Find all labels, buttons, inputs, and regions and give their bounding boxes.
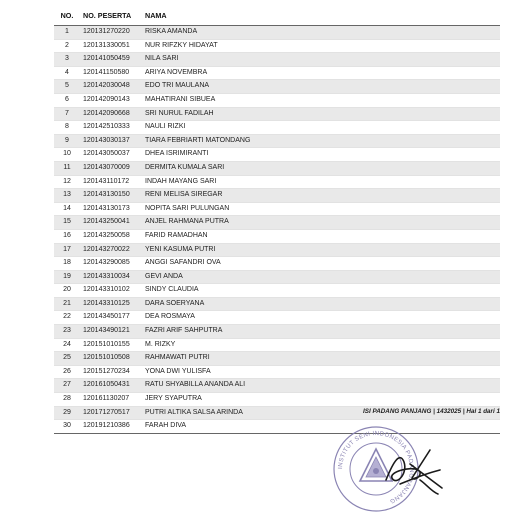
cell-no: 22 (54, 311, 80, 325)
table-row (54, 134, 500, 148)
table-row (54, 352, 500, 366)
cell-no: 20 (54, 284, 80, 298)
table-row (54, 161, 500, 175)
column-header-no: NO. (54, 8, 80, 26)
cell-no: 2 (54, 39, 80, 53)
cell-no: 5 (54, 80, 80, 94)
cell-no-peserta: 120151010508 (80, 352, 142, 366)
table-row (54, 257, 500, 271)
cell-no-peserta: 120141050459 (80, 53, 142, 67)
cell-nama: FARID RAMADHAN (142, 229, 500, 243)
seal-text: INSTITUT SENI INDONESIA PADANGPANJANG (337, 430, 415, 504)
cell-no: 26 (54, 365, 80, 379)
cell-no: 13 (54, 189, 80, 203)
cell-no: 1 (54, 26, 80, 40)
cell-no-peserta: 120143270022 (80, 243, 142, 257)
cell-nama: FARAH DIVA (142, 420, 500, 434)
cell-no: 23 (54, 325, 80, 339)
cell-no: 16 (54, 229, 80, 243)
cell-no-peserta: 120143130150 (80, 189, 142, 203)
cell-no-peserta: 120171270517 (80, 406, 142, 420)
cell-no: 14 (54, 202, 80, 216)
cell-nama: RATU SHYABILLA ANANDA ALI (142, 379, 500, 393)
participant-table (54, 8, 500, 434)
column-header-nama: NAMA (142, 8, 500, 26)
cell-nama: YENI KASUMA PUTRI (142, 243, 500, 257)
cell-nama: TIARA FEBRIARTI MATONDANG (142, 134, 500, 148)
cell-nama: SINDY CLAUDIA (142, 284, 500, 298)
cell-nama: YONA DWI YULISFA (142, 365, 500, 379)
table-row (54, 148, 500, 162)
cell-nama: NUR RIFZKY HIDAYAT (142, 39, 500, 53)
cell-no: 24 (54, 338, 80, 352)
cell-no: 28 (54, 393, 80, 407)
cell-no: 7 (54, 107, 80, 121)
cell-nama: SRI NURUL FADILAH (142, 107, 500, 121)
cell-nama: FAZRI ARIF SAHPUTRA (142, 325, 500, 339)
cell-nama: NOPITA SARI PULUNGAN (142, 202, 500, 216)
cell-nama: DEA ROSMAYA (142, 311, 500, 325)
cell-nama: MAHATIRANI SIBUEA (142, 93, 500, 107)
cell-no-peserta: 120143110172 (80, 175, 142, 189)
cell-no-peserta: 120142030048 (80, 80, 142, 94)
cell-no: 21 (54, 297, 80, 311)
table-row (54, 53, 500, 67)
cell-nama: EDO TRI MAULANA (142, 80, 500, 94)
page-footer: ISI PADANG PANJANG | 1432025 | Hal 1 dari 1 (363, 408, 500, 415)
table-row (54, 229, 500, 243)
cell-no-peserta: 120143030137 (80, 134, 142, 148)
cell-no: 3 (54, 53, 80, 67)
cell-no-peserta: 120161050431 (80, 379, 142, 393)
table-row (54, 270, 500, 284)
signature-icon (380, 440, 450, 500)
cell-no-peserta: 120142090668 (80, 107, 142, 121)
cell-no-peserta: 120142090143 (80, 93, 142, 107)
table-row (54, 284, 500, 298)
table-row (54, 243, 500, 257)
cell-no: 29 (54, 406, 80, 420)
table-row (54, 420, 500, 434)
table-row (54, 26, 500, 40)
cell-no: 25 (54, 352, 80, 366)
table-body (54, 26, 500, 434)
table-row (54, 311, 500, 325)
table-row (54, 175, 500, 189)
cell-nama: ARIYA NOVEMBRA (142, 66, 500, 80)
cell-no: 10 (54, 148, 80, 162)
table-row (54, 66, 500, 80)
cell-no: 17 (54, 243, 80, 257)
cell-no-peserta: 120151010155 (80, 338, 142, 352)
table-row (54, 365, 500, 379)
table-row (54, 107, 500, 121)
column-header-id: NO. PESERTA (80, 8, 142, 26)
table-row (54, 297, 500, 311)
table-header (54, 8, 500, 26)
cell-no-peserta: 120143290085 (80, 257, 142, 271)
cell-no-peserta: 120143250058 (80, 229, 142, 243)
cell-nama: DERMITA KUMALA SARI (142, 161, 500, 175)
table-row (54, 93, 500, 107)
cell-no: 18 (54, 257, 80, 271)
cell-no-peserta: 120191210386 (80, 420, 142, 434)
cell-no: 8 (54, 121, 80, 135)
cell-nama: M. RIZKY (142, 338, 500, 352)
cell-no-peserta: 120143050037 (80, 148, 142, 162)
cell-no: 6 (54, 93, 80, 107)
cell-no: 11 (54, 161, 80, 175)
table-row (54, 39, 500, 53)
table-row (54, 379, 500, 393)
cell-no-peserta: 120142510333 (80, 121, 142, 135)
cell-no: 15 (54, 216, 80, 230)
cell-no-peserta: 120131330051 (80, 39, 142, 53)
table-row (54, 202, 500, 216)
table-row (54, 325, 500, 339)
cell-no: 12 (54, 175, 80, 189)
table-row (54, 121, 500, 135)
table-row (54, 216, 500, 230)
table-row (54, 338, 500, 352)
cell-no-peserta: 120143250041 (80, 216, 142, 230)
cell-nama: INDAH MAYANG SARI (142, 175, 500, 189)
cell-no-peserta: 120143130173 (80, 202, 142, 216)
cell-no-peserta: 120143490121 (80, 325, 142, 339)
cell-no: 4 (54, 66, 80, 80)
cell-no-peserta: 120143310102 (80, 284, 142, 298)
cell-nama: PUTRI ALTIKA SALSA ARINDA (142, 406, 500, 420)
cell-nama: JERY SYAPUTRA (142, 393, 500, 407)
cell-nama: RENI MELISA SIREGAR (142, 189, 500, 203)
cell-no: 27 (54, 379, 80, 393)
table-row (54, 189, 500, 203)
table-row (54, 393, 500, 407)
cell-no-peserta: 120151270234 (80, 365, 142, 379)
cell-no-peserta: 120141150580 (80, 66, 142, 80)
cell-no-peserta: 120161130207 (80, 393, 142, 407)
cell-no: 30 (54, 420, 80, 434)
cell-no-peserta: 120143310125 (80, 297, 142, 311)
cell-no-peserta: 120143310034 (80, 270, 142, 284)
cell-no: 9 (54, 134, 80, 148)
cell-no-peserta: 120143450177 (80, 311, 142, 325)
cell-nama: DHEA ISRIMIRANTI (142, 148, 500, 162)
cell-nama: RISKA AMANDA (142, 26, 500, 40)
cell-nama: GEVI ANDA (142, 270, 500, 284)
cell-nama: ANJEL RAHMANA PUTRA (142, 216, 500, 230)
cell-nama: ANGGI SAFANDRI OVA (142, 257, 500, 271)
table-row (54, 80, 500, 94)
cell-nama: NILA SARI (142, 53, 500, 67)
cell-no-peserta: 120131270220 (80, 26, 142, 40)
cell-nama: NAULI RIZKI (142, 121, 500, 135)
cell-nama: RAHMAWATI PUTRI (142, 352, 500, 366)
cell-no-peserta: 120143070009 (80, 161, 142, 175)
cell-nama: DARA SOERYANA (142, 297, 500, 311)
cell-no: 19 (54, 270, 80, 284)
